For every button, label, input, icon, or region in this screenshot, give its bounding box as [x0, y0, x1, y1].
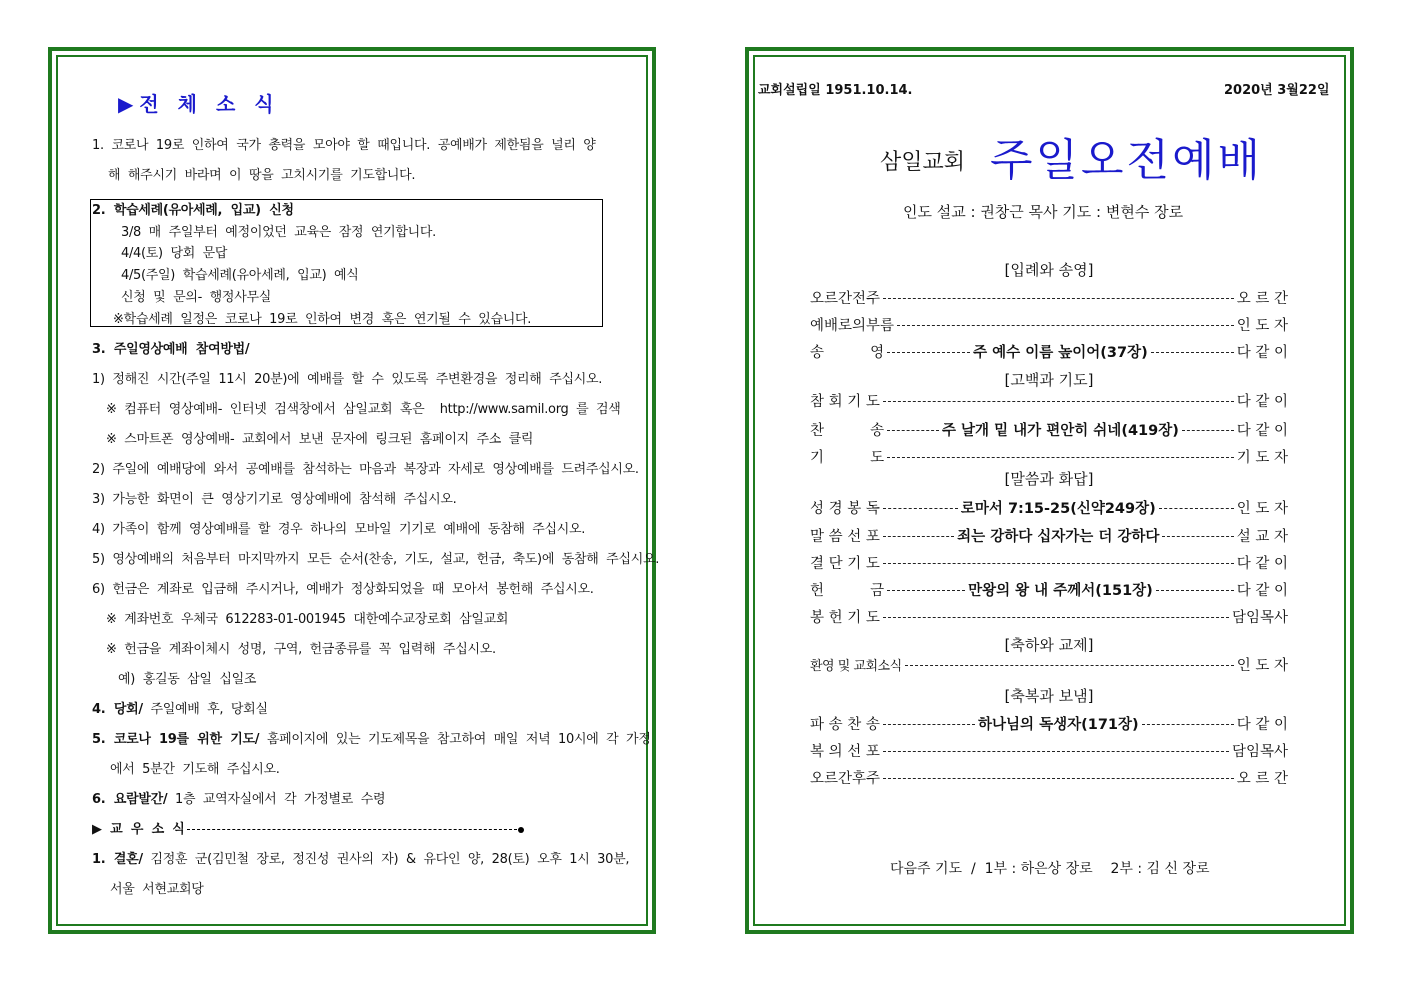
order-row: [810, 767, 1288, 787]
order-name: 오르간후주: [810, 770, 881, 787]
order-person: 인 도 자: [1236, 657, 1288, 674]
box-line: 4/4(토) 당회 문답: [121, 246, 228, 261]
order-row: [810, 606, 1288, 626]
order-name: 예배로의부름: [810, 317, 895, 334]
item3-line: 예) 홍길동 삼일 십일조: [118, 672, 257, 687]
leader-line: [887, 457, 1234, 458]
leader-line: [1182, 430, 1234, 431]
item4-text: 주일예배 후, 당회실: [142, 702, 268, 717]
order-row: [810, 713, 1288, 733]
order-person: 다 같 이: [1236, 344, 1288, 361]
item5: [92, 732, 651, 748]
next-week-prayer: 다음주 기도 / 1부 : 하은상 장로 2부 : 김 신 장로: [890, 861, 1210, 877]
item6-label: 6. 요람발간/: [92, 792, 168, 807]
order-row: [810, 579, 1288, 599]
bulletin-date: 2020년 3월22일: [1224, 83, 1330, 98]
order-content: 하나님의 독생자(171장): [978, 716, 1139, 733]
item3-line: 6) 헌금은 계좌로 입금해 주시거나, 예배가 정상화되었을 때 모아서 봉헌해 주십시오.: [92, 582, 594, 597]
item4: [92, 702, 268, 718]
leader-line: [883, 563, 1234, 564]
order-row: [810, 525, 1288, 545]
leader-line: [883, 778, 1234, 779]
item1-line1: 1. 코로나 19로 인하여 국가 총력을 모아야 할 때입니다. 공예배가 제한됨을 널리 양: [92, 138, 596, 153]
item3-line: 2) 주일에 예배당에 와서 공예배를 참석하는 마음과 복장과 자세로 영상예배를 드려주십시오.: [92, 462, 639, 477]
item3-title: 3. 주일영상예배 참여방법/: [92, 342, 250, 357]
order-person: 다 같 이: [1236, 393, 1288, 410]
leader-line: [887, 430, 939, 431]
leaders: 인도 설교 : 권창근 목사 기도 : 변현수 장로: [903, 203, 1184, 221]
order-person: 다 같 이: [1236, 716, 1289, 733]
order-name: 찬 송: [810, 422, 885, 439]
leader-line: [1151, 352, 1234, 353]
item3-line: 5) 영상예배의 처음부터 마지막까지 모든 순서(찬송, 기도, 설교, 헌금, 축도)에 동참해 주십시오.: [92, 552, 660, 567]
item3-line: ※ 헌금을 계좌이체시 성명, 구역, 헌금종류를 꼭 입력해 주십시오.: [106, 642, 496, 657]
service-title: 주일오전예배: [990, 135, 1264, 186]
order-name: 헌 금: [810, 582, 885, 599]
section-title: [축복과 보냄]: [1004, 687, 1094, 705]
item3-line: ※ 스마트폰 영상예배- 교회에서 보낸 문자에 링크된 홈페이지 주소 클릭: [106, 432, 534, 447]
order-person: 담임목사: [1231, 609, 1288, 626]
order-name: 오르간전주: [810, 290, 881, 307]
order-row: [810, 287, 1288, 307]
order-row: [810, 341, 1288, 361]
order-person: 인 도 자: [1236, 500, 1289, 517]
order-content: 만왕의 왕 내 주께서(151장): [968, 582, 1153, 599]
order-name: 파 송 찬 송: [810, 716, 880, 733]
order-row: [810, 740, 1288, 760]
order-name: 봉 헌 기 도: [810, 609, 880, 626]
gyowoo-leader: [187, 829, 517, 830]
leader-line: [1156, 590, 1234, 591]
order-name: 송 영: [810, 344, 885, 361]
section-title: [말씀과 화답]: [1004, 470, 1094, 488]
order-person: 설 교 자: [1236, 528, 1288, 545]
order-person: 다 같 이: [1236, 582, 1288, 599]
box-line: 4/5(주일) 학습세례(유아세례, 입교) 예식: [121, 268, 359, 283]
leader-line: [883, 298, 1234, 299]
leader-line: [1162, 536, 1233, 537]
box-title: 2. 학습세례(유아세례, 입교) 신청: [92, 203, 294, 218]
item3-line: ※ 계좌번호 우체국 612283-01-001945 대한예수교장로회 삼일교회: [106, 612, 509, 627]
order-person: 오 르 간: [1236, 770, 1288, 787]
gyowoo-header: [92, 822, 524, 838]
leader-line: [883, 724, 975, 725]
section-title: [입례와 송영]: [1004, 261, 1094, 279]
item6: [92, 792, 385, 808]
order-person: 다 같 이: [1236, 422, 1288, 439]
item3-line: 4) 가족이 함께 영상예배를 할 경우 하나의 모바일 기기로 예배에 동참해 주십시오.: [92, 522, 586, 537]
order-person: 오 르 간: [1236, 290, 1288, 307]
leader-line: [883, 617, 1229, 618]
order-row: [810, 419, 1288, 439]
order-person: 다 같 이: [1236, 555, 1288, 572]
leader-line: [897, 325, 1234, 326]
order-content: 죄는 강하다 십자가는 더 강하다: [957, 528, 1160, 545]
leader-line: [1142, 724, 1234, 725]
order-row: [810, 390, 1288, 410]
gyowoo-title: ▶ 교 우 소 식: [92, 822, 185, 837]
box-line: 신청 및 문의- 행정사무실: [121, 290, 271, 305]
item6-text: 1층 교역자실에서 각 가정별로 수령: [167, 792, 386, 807]
item1-line2: 해 해주시기 바라며 이 땅을 고치시기를 기도합니다.: [108, 168, 416, 183]
order-row: [810, 654, 1288, 674]
item3-line: 3) 가능한 화면이 큰 영상기기로 영상예배에 참석해 주십시오.: [92, 492, 457, 507]
leader-line: [883, 401, 1234, 402]
gyowoo-item1-label: 1. 결혼/: [92, 852, 143, 867]
leader-line: [905, 665, 1234, 666]
leader-line: [887, 590, 965, 591]
gyowoo-item1: [92, 852, 629, 868]
leader-line: [883, 751, 1229, 752]
order-name: 참 회 기 도: [810, 393, 880, 410]
section-title: [고백과 기도]: [1004, 371, 1094, 389]
order-name: 성 경 봉 독: [810, 500, 880, 517]
order-content: 주 날개 밑 내가 편안히 쉬네(419장): [942, 422, 1179, 439]
item3-line: 1) 정해진 시간(주일 11시 20분)에 예배를 할 수 있도록 주변환경을 정리해 주십시오.: [92, 372, 603, 387]
church-name: 삼일교회: [880, 150, 966, 175]
item5-line2: 에서 5분간 기도해 주십시오.: [110, 762, 280, 777]
leader-line: [883, 508, 958, 509]
bullet-dot-icon: [518, 827, 524, 833]
item5-text: 홈페이지에 있는 기도제목을 참고하여 매일 저녁 10시에 각 가정: [259, 732, 651, 747]
item5-label: 5. 코로나 19를 위한 기도/: [92, 732, 260, 747]
order-person: 담임목사: [1231, 743, 1288, 760]
item4-label: 4. 당회/: [92, 702, 143, 717]
section-title: [축하와 교제]: [1004, 636, 1094, 654]
order-name: 환영 및 교회소식: [810, 658, 902, 674]
leader-line: [1159, 508, 1234, 509]
order-row: [810, 552, 1288, 572]
gyowoo-item1-line2: 서울 서현교회당: [110, 882, 204, 897]
order-row: [810, 314, 1288, 334]
item3-line: ※ 컴퓨터 영상예배- 인터넷 검색창에서 삼일교회 혹은 http://www.samil.org 를 검색: [106, 402, 621, 417]
order-person: 인 도 자: [1236, 317, 1288, 334]
box-line: ※학습세례 일정은 코로나 19로 인하여 변경 혹은 연기될 수 있습니다.: [113, 312, 532, 327]
left-title: ▶전 체 소 식: [118, 92, 280, 116]
order-name: 말 씀 선 포: [810, 528, 880, 545]
box-line: 3/8 매 주일부터 예정이었던 교육은 잠정 연기합니다.: [121, 225, 437, 240]
order-name: 기 도: [810, 449, 885, 466]
order-name: 결 단 기 도: [810, 555, 880, 572]
order-content: 로마서 7:15-25(신약249장): [960, 500, 1156, 517]
order-row: [810, 446, 1288, 466]
order-content: 주 예수 이름 높이어(37장): [973, 344, 1148, 361]
gyowoo-item1-text: 김정훈 군(김민철 장로, 정진성 권사의 자) & 유다인 양, 28(토) 오후 1시 30분,: [142, 852, 630, 867]
order-row: [810, 497, 1288, 517]
order-person: 기 도 자: [1236, 449, 1288, 466]
order-name: 복 의 선 포: [810, 743, 880, 760]
founded-date: 교회설립일 1951.10.14.: [758, 83, 913, 98]
leader-line: [883, 536, 954, 537]
leader-line: [887, 352, 970, 353]
